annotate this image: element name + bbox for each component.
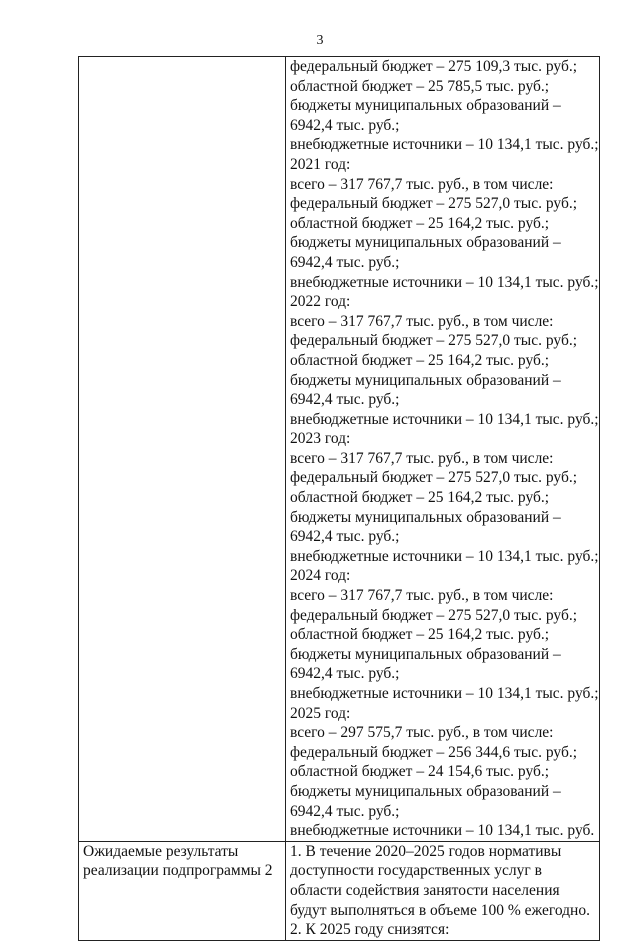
page-number: 3	[316, 33, 324, 48]
text-line: федеральный бюджет – 256 344,6 тыс. руб.;	[290, 743, 578, 761]
text-line: бюджеты муниципальных образований –	[290, 97, 561, 115]
text-line: 6942,4 тыс. руб.;	[290, 116, 400, 134]
text-line: областной бюджет – 25 164,2 тыс. руб.;	[290, 489, 550, 507]
text-line: областной бюджет – 24 154,6 тыс. руб.;	[290, 763, 550, 781]
text-line: областной бюджет – 25 164,2 тыс. руб.;	[290, 351, 550, 369]
text-line: федеральный бюджет – 275 527,0 тыс. руб.;	[290, 606, 578, 624]
text-line: внебюджетные источники – 10 134,1 тыс. руб.;	[290, 273, 599, 291]
text-line: областной бюджет – 25 164,2 тыс. руб.;	[290, 214, 550, 232]
program-table	[78, 56, 600, 941]
text-line: всего – 297 575,7 тыс. руб., в том числе:	[290, 724, 554, 742]
text-line: всего – 317 767,7 тыс. руб., в том числе:	[290, 175, 554, 193]
text-line: всего – 317 767,7 тыс. руб., в том числе:	[290, 449, 554, 467]
year-heading: 2024 год:	[290, 567, 351, 585]
text-line: 6942,4 тыс. руб.;	[290, 528, 400, 546]
text-line: областной бюджет – 25 164,2 тыс. руб.;	[290, 626, 550, 644]
text-line: 6942,4 тыс. руб.;	[290, 253, 400, 271]
text-line: 6942,4 тыс. руб.;	[290, 391, 400, 409]
year-heading: 2025 год:	[290, 704, 351, 722]
text-line: федеральный бюджет – 275 109,3 тыс. руб.;	[290, 58, 578, 75]
text-line: всего – 317 767,7 тыс. руб., в том числе:	[290, 312, 554, 330]
text-line: 2. К 2025 году снизятся:	[290, 921, 450, 939]
text-line: внебюджетные источники – 10 134,1 тыс. руб.;	[290, 685, 599, 702]
text-line: внебюджетные источники – 10 134,1 тыс. руб.;	[290, 547, 599, 565]
year-heading: 2022 год:	[290, 293, 351, 311]
text-line: внебюджетные источники – 10 134,1 тыс. руб.	[290, 822, 595, 840]
text-line: 6942,4 тыс. руб.;	[290, 665, 400, 683]
row-label-line: реализации подпрограммы 2	[83, 862, 273, 880]
funding-label-cell	[79, 57, 286, 842]
text-line: бюджеты муниципальных образований –	[290, 371, 561, 389]
table-row-funding	[79, 57, 600, 842]
text-line: 1. В течение 2020–2025 годов нормативы	[290, 842, 562, 860]
text-line: федеральный бюджет – 275 527,0 тыс. руб.;	[290, 332, 578, 350]
results-label-cell	[79, 841, 286, 940]
text-line: бюджеты муниципальных образований –	[290, 782, 561, 800]
text-line: федеральный бюджет – 275 527,0 тыс. руб.;	[290, 469, 578, 487]
text-line: бюджеты муниципальных образований –	[290, 234, 561, 252]
table-row-expected-results	[79, 841, 600, 940]
year-heading: 2023 год:	[290, 430, 351, 448]
text-line: доступности государственных услуг в	[290, 862, 542, 880]
text-line: 6942,4 тыс. руб.;	[290, 802, 400, 820]
text-line: внебюджетные источники – 10 134,1 тыс. руб.;	[290, 410, 599, 428]
results-content-cell	[286, 841, 600, 940]
text-line: области содействия занятости населения	[290, 881, 560, 899]
text-line: федеральный бюджет – 275 527,0 тыс. руб.;	[290, 195, 578, 213]
text-line: будут выполняться в объеме 100 % ежегодно.	[290, 901, 590, 919]
text-line: бюджеты муниципальных образований –	[290, 508, 561, 526]
year-heading: 2021 год:	[290, 155, 351, 173]
funding-content-cell	[286, 57, 600, 842]
text-line: бюджеты муниципальных образований –	[290, 645, 561, 663]
row-label-line: Ожидаемые результаты	[83, 842, 239, 860]
text-line: внебюджетные источники – 10 134,1 тыс. руб.;	[290, 136, 599, 154]
text-line: областной бюджет – 25 785,5 тыс. руб.;	[290, 77, 550, 95]
text-line: всего – 317 767,7 тыс. руб., в том числе:	[290, 587, 554, 605]
